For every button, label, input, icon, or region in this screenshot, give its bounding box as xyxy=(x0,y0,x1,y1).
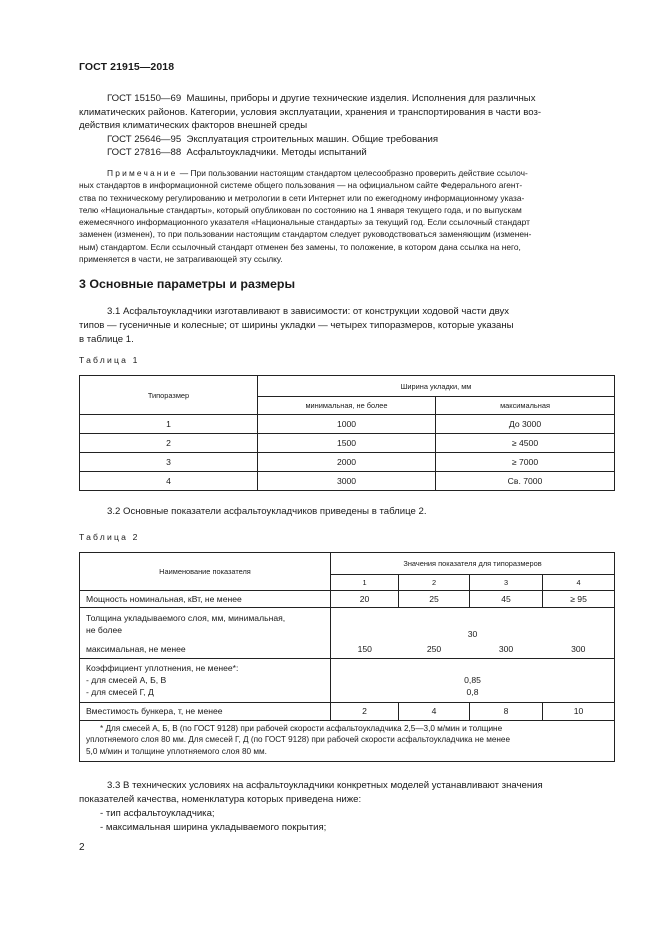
cell-value: 30 xyxy=(331,608,615,641)
table-row-bunker xyxy=(80,702,615,720)
note-text: ных стандартов в информационной системе общего пользования — на официальном сайте Федерального агент- xyxy=(79,180,523,191)
note-text: применяется в части, не затрагивающей эту ссылку. xyxy=(79,254,283,265)
cell-value: 25 xyxy=(399,591,470,608)
row-label-line: Коэффициент уплотнения, не менее*: xyxy=(86,662,239,673)
cell-size: 2 xyxy=(80,434,258,453)
table-header-min: минимальная, не более xyxy=(258,397,436,415)
cell-size: 3 xyxy=(80,453,258,472)
footnote-line: 5,0 м/мин и толщине уплотняемого слоя 80 мм. xyxy=(86,746,267,756)
reference-gost-25646 xyxy=(79,133,614,147)
table-row xyxy=(80,453,615,472)
table-row xyxy=(80,434,615,453)
cell-size: 1 xyxy=(80,415,258,434)
cell-value: 300 xyxy=(543,640,615,658)
reference-code: ГОСТ 15150—69 xyxy=(107,93,182,104)
document-header: ГОСТ 21915—2018 xyxy=(79,61,175,73)
row-label: Вместимость бункера, т, не менее xyxy=(80,702,331,720)
reference-title: Эксплуатация строительных машин. Общие требования xyxy=(186,134,439,145)
table-header-size-1: 1 xyxy=(331,575,399,591)
paragraph-line: 3.2 Основные показатели асфальтоукладчиков приведены в таблице 2. xyxy=(107,506,427,517)
cell-value: 150 xyxy=(331,640,399,658)
reference-gost-27816 xyxy=(79,146,614,160)
row-label-line: Толщина укладываемого слоя, мм, минимальная, xyxy=(86,613,286,623)
table-1 xyxy=(79,375,615,491)
table-row-compaction xyxy=(80,658,615,702)
cell-value: ≥ 95 xyxy=(543,591,615,608)
reference-title: Машины, приборы и другие технические изделия. Исполнения для различных xyxy=(186,93,536,104)
list-item: - тип асфальтоукладчика; xyxy=(100,808,215,819)
row-label: Мощность номинальная, кВт, не менее xyxy=(80,591,331,608)
value-line: 0,85 xyxy=(464,674,481,685)
row-label-line: - для смесей А, Б, В xyxy=(86,674,167,685)
row-label: максимальная, не менее xyxy=(80,640,331,658)
footnote-line: уплотняемого слоя 80 мм. Для смесей Г, Д (по ГОСТ 9128) при рабочей скорости асфальтоукладчика не менее xyxy=(86,735,511,745)
reference-code: ГОСТ 25646—95 xyxy=(107,134,182,145)
reference-title-cont: действия климатических факторов внешней среды xyxy=(79,120,308,132)
reference-title-cont: климатических районов. Категории, условия эксплуатации, хранения и транспортирования в части воз- xyxy=(79,106,542,118)
cell-min: 1500 xyxy=(258,434,436,453)
reference-code: ГОСТ 27816—88 xyxy=(107,147,182,158)
table-footnote-row xyxy=(80,720,615,762)
table-1-caption: Таблица 1 xyxy=(79,355,140,365)
table-row-thickness xyxy=(80,608,615,641)
table-2 xyxy=(79,552,615,762)
table-header-width: Ширина укладки, мм xyxy=(258,376,615,397)
table-2-caption: Таблица 2 xyxy=(79,532,140,542)
cell-value: 8 xyxy=(470,702,543,720)
page-number: 2 xyxy=(79,842,85,853)
cell-max: ≥ 4500 xyxy=(436,434,615,453)
reference-gost-15150 xyxy=(79,92,614,133)
paragraph-line: типов — гусеничные и колесные; от ширины укладки — четырех типоразмеров, которые указаны xyxy=(79,319,514,331)
paragraph-3-2 xyxy=(79,505,614,519)
table-row-power xyxy=(80,591,615,608)
row-label-line: - для смесей Г, Д xyxy=(86,686,154,697)
cell-value: 300 xyxy=(470,640,543,658)
table-header-max: максимальная xyxy=(436,397,615,415)
table-row-thickness-max xyxy=(80,640,615,658)
table-header-size-2: 2 xyxy=(399,575,470,591)
note-label: Примечание xyxy=(107,168,178,178)
paragraph-line: в таблице 1. xyxy=(79,333,134,345)
table-header-size: Типоразмер xyxy=(80,376,258,415)
cell-max: До 3000 xyxy=(436,415,615,434)
cell-value: 45 xyxy=(470,591,543,608)
cell-min: 2000 xyxy=(258,453,436,472)
note-block xyxy=(79,167,614,265)
cell-value xyxy=(331,658,615,702)
cell-value: 2 xyxy=(331,702,399,720)
row-label-line: не более xyxy=(86,625,122,635)
cell-max: Св. 7000 xyxy=(436,472,615,491)
cell-value: 20 xyxy=(331,591,399,608)
footnote-line: * Для смесей А, Б, В (по ГОСТ 9128) при рабочей скорости асфальтоукладчика 2,5—3,0 м/мин и толщине xyxy=(100,723,503,733)
cell-min: 3000 xyxy=(258,472,436,491)
note-text: ным) стандартом. Если ссылочный стандарт отменен без замены, то положение, в котором дана ссылка на него, xyxy=(79,241,521,252)
section-3-title: 3 Основные параметры и размеры xyxy=(79,277,296,291)
note-text: ежемесячного информационного указателя «Национальные стандарты» за текущий год. Если ссылочный стандарт xyxy=(79,217,530,228)
list-item: - максимальная ширина укладываемого покрытия; xyxy=(100,822,327,833)
paragraph-line: показателей качества, номенклатура которых приведена ниже: xyxy=(79,793,362,805)
paragraph-line: 3.3 В технических условиях на асфальтоукладчики конкретных моделей устанавливают значения xyxy=(107,780,543,791)
table-row xyxy=(80,415,615,434)
row-label xyxy=(80,658,331,702)
table-footnote xyxy=(80,720,615,762)
note-text: ства по техническому регулированию и метрологии в сети Интернет или по ежегодному информационному указа- xyxy=(79,192,525,203)
cell-value: 10 xyxy=(543,702,615,720)
table-row xyxy=(80,472,615,491)
note-text: — При пользовании настоящим стандартом целесообразно проверить действие ссылоч- xyxy=(177,168,528,178)
table-header-name: Наименование показателя xyxy=(80,553,331,591)
cell-max: ≥ 7000 xyxy=(436,453,615,472)
cell-value: 4 xyxy=(399,702,470,720)
cell-min: 1000 xyxy=(258,415,436,434)
row-label xyxy=(80,608,331,641)
cell-value: 250 xyxy=(399,640,470,658)
paragraph-line: 3.1 Асфальтоукладчики изготавливают в зависимости: от конструкции ходовой части двух xyxy=(107,306,510,317)
reference-title: Асфальтоукладчики. Методы испытаний xyxy=(186,147,367,158)
note-text: заменен (изменен), то при пользовании настоящим стандартом следует руководствоваться заменяющим (изменен- xyxy=(79,229,532,240)
note-text: телю «Национальные стандарты», который опубликован по состоянию на 1 января текущего года, и по выпускам xyxy=(79,204,522,215)
paragraph-3-3 xyxy=(79,779,614,807)
cell-size: 4 xyxy=(80,472,258,491)
table-header-values: Значения показателя для типоразмеров xyxy=(331,553,615,575)
value-line: 0,8 xyxy=(466,686,479,697)
table-header-size-4: 4 xyxy=(543,575,615,591)
paragraph-3-1 xyxy=(79,305,614,346)
table-header-size-3: 3 xyxy=(470,575,543,591)
